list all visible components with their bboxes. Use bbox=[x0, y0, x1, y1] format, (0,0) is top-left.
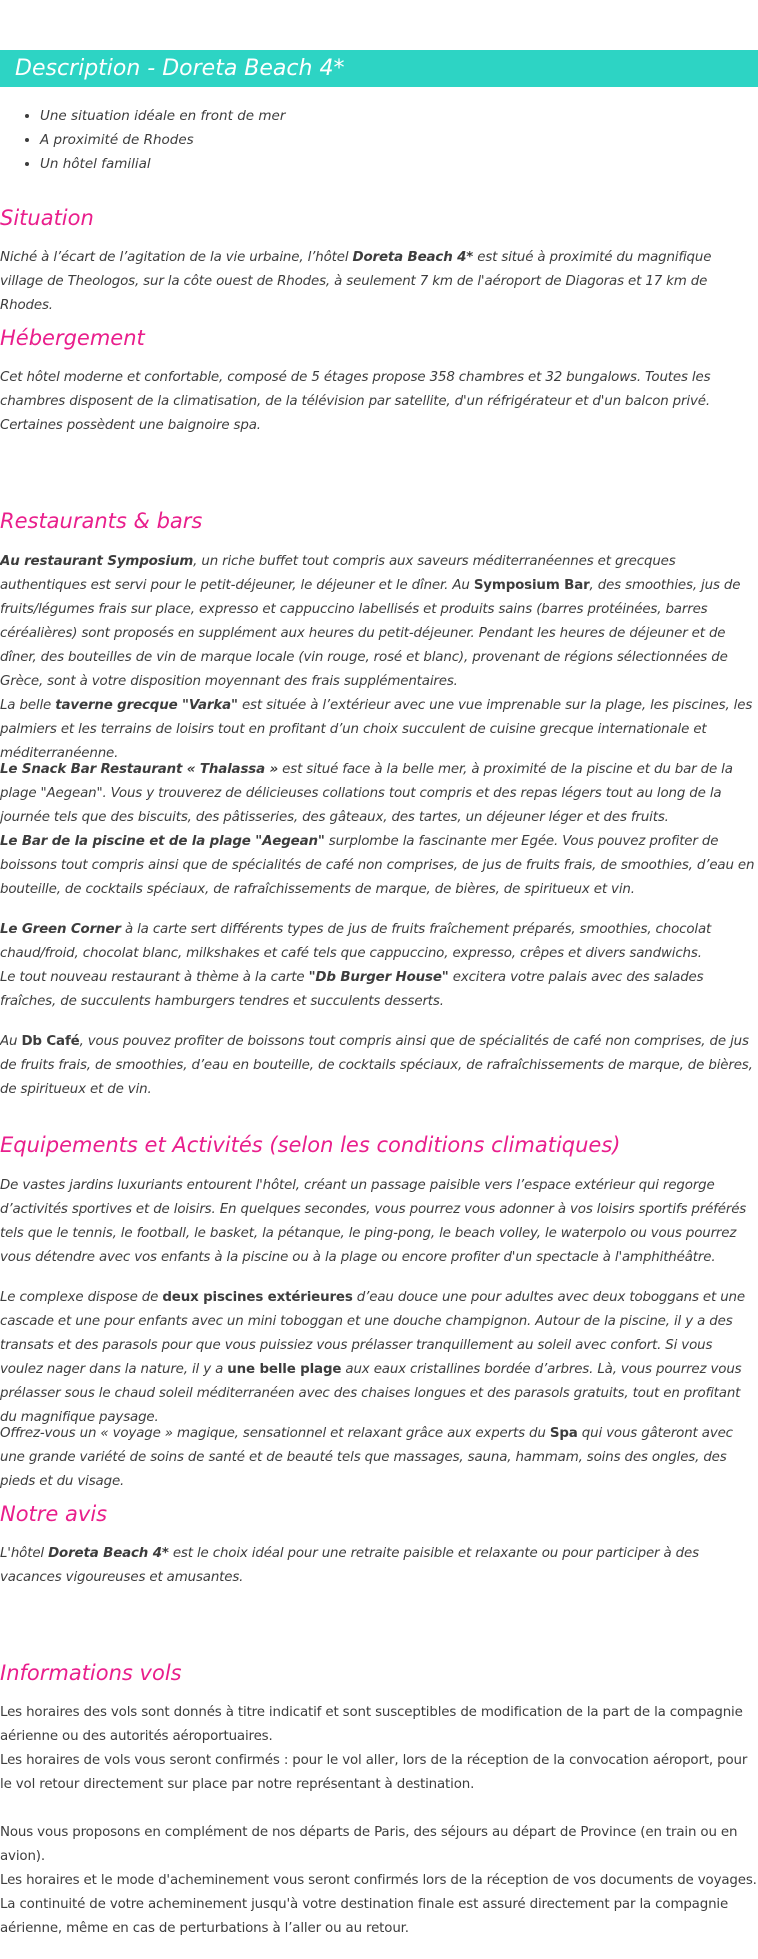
equipements-paragraph-1: De vastes jardins luxuriants entourent l'hôtel, créant un passage paisible vers l’espace extérieur qui regorge d’activités sportives et de loisirs. En quelques secondes, vous pourrez vous adonner à vos loisirs sportifs préférés tels que le tennis, le football, le basket, la pétanque, le ping-pong, le beach volley, le waterpolo ou vous pourrez vous détendre avec vos enfants à la piscine ou à la plage ou encore profiter d'un spectacle à l'amphithéâtre. bbox=[0, 1178, 747, 1265]
hotel-name: Doreta Beach 4* bbox=[48, 1546, 169, 1561]
text-segment: Le tout nouveau restaurant à thème à la carte bbox=[0, 970, 309, 985]
page-title-banner: Description - Doreta Beach 4* bbox=[0, 50, 758, 87]
section-title-avis: Notre avis bbox=[0, 1502, 108, 1526]
hotel-name: Doreta Beach 4* bbox=[352, 250, 474, 265]
highlights-list bbox=[0, 104, 758, 176]
text-segment: Nous vous proposons en complément de nos départs de Paris, des séjours au départ de Province (en train ou en avion). bbox=[0, 1825, 738, 1864]
text-segment: La continuité de votre acheminement jusqu'à votre destination finale est assuré directement par la compagnie aérienne, même en cas de perturbations à l’aller ou au retour. bbox=[0, 1897, 729, 1936]
bold-text: "Db Burger House" bbox=[308, 970, 449, 985]
text-segment: Les horaires des vols sont donnés à titre indicatif et sont susceptibles de modification de la part de la compagnie aérienne ou des autorités aéroportuaires. bbox=[0, 1705, 743, 1744]
text-segment: est situé face à la belle mer, à proximité de la piscine et du bar de la plage "Aegean". Vous y trouverez de délicieuses collations tout compris et des repas légers tout au long de la journée tels que des biscuits, des pâtisseries, des gâteaux, des tartes, un déjeuner léger et des fruits. bbox=[0, 762, 733, 825]
bold-text: une belle plage bbox=[227, 1362, 342, 1377]
text-segment: qui vous gâteront avec une grande variété de soins de santé et de beauté tels que massages, sauna, hammam, soins des ongles, des pieds et du visage. bbox=[0, 1426, 733, 1489]
bold-text: taverne grecque "Varka" bbox=[55, 698, 238, 713]
bold-text: Le Bar de la piscine et de la plage "Aegean" bbox=[0, 834, 325, 849]
section-title-situation: Situation bbox=[0, 206, 94, 230]
avis-paragraph bbox=[0, 1542, 758, 1590]
text-segment: surplombe la fascinante mer Egée. Vous pouvez profiter de boissons tout compris ainsi que de spécialités de café non comprises, de jus de fruits frais, de smoothies, d’eau en bouteille, de cocktails spéciaux, de rafraîchissements de marque, de bières, de spiritueux et vin. bbox=[0, 834, 755, 897]
text-segment: à la carte sert différents types de jus de fruits fraîchement préparés, smoothies, chocolat chaud/froid, chocolat blanc, milkshakes et café tels que cappuccino, expresso, crêpes et divers sandwichs. bbox=[0, 922, 712, 961]
text-segment: est le choix idéal pour une retraite paisible et relaxante ou pour participer à des vacances vigoureuses et amusantes. bbox=[0, 1546, 699, 1585]
text-segment: d’eau douce une pour adultes avec deux toboggans et une cascade et une pour enfants avec un mini toboggan et une douche champignon. Autour de la piscine, il y a des transats et des parasols pour que vous puissiez vous prélasser tranquillement au soleil avec confort. Si vous voulez nager dans la nature, il y a bbox=[0, 1290, 745, 1377]
text-segment: , des smoothies, jus de fruits/légumes frais sur place, expresso et cappuccino labellisés et produits sains (barres protéinées, barres céréalières) sont proposés en supplément aux heures du petit-déjeuner. Pendant les heures de déjeuner et de dîner, des bouteilles de vin de marque locale (vin rouge, rosé et blanc), provenant de régions sélectionnées de Grèce, sont à votre disposition moyennant des frais supplémentaires. bbox=[0, 578, 741, 689]
section-title-restaurants: Restaurants & bars bbox=[0, 509, 203, 533]
text-segment: , vous pouvez profiter de boissons tout compris ainsi que de spécialités de café non comprises, de jus de fruits frais, de smoothies, d’eau en bouteille, de cocktails spéciaux, de rafraîchissements de marque, de bières, de spiritueux et de vin. bbox=[0, 1034, 753, 1097]
list-item: • A proximité de Rhodes bbox=[40, 128, 758, 152]
bold-text: Symposium Bar bbox=[473, 578, 590, 593]
text-segment: Au bbox=[0, 1034, 22, 1049]
restaurants-paragraph-1 bbox=[0, 550, 758, 766]
text-segment: Les horaires de vols vous seront confirmés : pour le vol aller, lors de la réception de la convocation aéroport, pour le vol retour directement sur place par notre représentant à destination. bbox=[0, 1753, 748, 1792]
text-segment: Les horaires et le mode d'acheminement vous seront confirmés lors de la réception de vos documents de voyages. bbox=[0, 1873, 757, 1888]
equipements-paragraph-3 bbox=[0, 1422, 758, 1494]
text-segment: est situé à proximité du magnifique village de Theologos, sur la côte ouest de Rhodes, à seulement 7 km de l'aéroport de Diagoras et 17 km de Rhodes. bbox=[0, 250, 712, 313]
vols-paragraph-2 bbox=[0, 1821, 758, 1941]
section-title-vols: Informations vols bbox=[0, 1661, 182, 1685]
text-segment: La belle bbox=[0, 698, 56, 713]
situation-paragraph bbox=[0, 246, 758, 318]
bold-text: Au restaurant Symposium bbox=[0, 554, 194, 569]
restaurants-paragraph-4 bbox=[0, 1030, 758, 1102]
text-segment: , un riche buffet tout compris aux saveurs méditerranéennes et grecques authentiques est servi pour le petit-déjeuner, le déjeuner et le dîner. Au bbox=[0, 554, 676, 593]
section-title-hebergement: Hébergement bbox=[0, 326, 145, 350]
text-segment: Le complexe dispose de bbox=[0, 1290, 163, 1305]
bold-text: Le Green Corner bbox=[0, 922, 121, 937]
section-title-equipements: Equipements et Activités (selon les conditions climatiques) bbox=[0, 1133, 621, 1157]
text-segment: excitera votre palais avec des salades fraîches, de succulents hamburgers tendres et succulents desserts. bbox=[0, 970, 704, 1009]
equipements-paragraph-2 bbox=[0, 1286, 758, 1430]
text-segment: aux eaux cristallines bordée d’arbres. Là, vous pourrez vous prélasser sous le chaud soleil méditerranéen avec des chaises longues et des parasols gratuits, tout en profitant du magnifique paysage. bbox=[0, 1362, 742, 1425]
text-segment: est située à l’extérieur avec une vue imprenable sur la plage, les piscines, les palmiers et les terrains de loisirs tout en profitant d’un choix succulent de cuisine grecque internationale et méditerranéenne. bbox=[0, 698, 753, 761]
restaurants-paragraph-3 bbox=[0, 918, 758, 1014]
bold-text: deux piscines extérieures bbox=[162, 1290, 353, 1305]
bold-text: Db Café bbox=[21, 1034, 80, 1049]
list-item: • Un hôtel familial bbox=[40, 152, 758, 176]
restaurants-paragraph-2 bbox=[0, 758, 758, 902]
hebergement-paragraph: Cet hôtel moderne et confortable, composé de 5 étages propose 358 chambres et 32 bungalows. Toutes les chambres disposent de la climatisation, de la télévision par satellite, d'un réfrigérateur et d'un balcon privé. Certaines possèdent une baignoire spa. bbox=[0, 370, 711, 433]
vols-paragraph-1 bbox=[0, 1701, 758, 1797]
bold-text: Spa bbox=[549, 1426, 578, 1441]
bold-text: Le Snack Bar Restaurant « Thalassa » bbox=[0, 762, 279, 777]
list-item: • Une situation idéale en front de mer bbox=[40, 104, 758, 128]
text-segment: Offrez-vous un « voyage » magique, sensationnel et relaxant grâce aux experts du bbox=[0, 1426, 550, 1441]
text-segment: Niché à l’écart de l’agitation de la vie urbaine, l’hôtel bbox=[0, 250, 353, 265]
text-segment: L'hôtel bbox=[0, 1546, 49, 1561]
